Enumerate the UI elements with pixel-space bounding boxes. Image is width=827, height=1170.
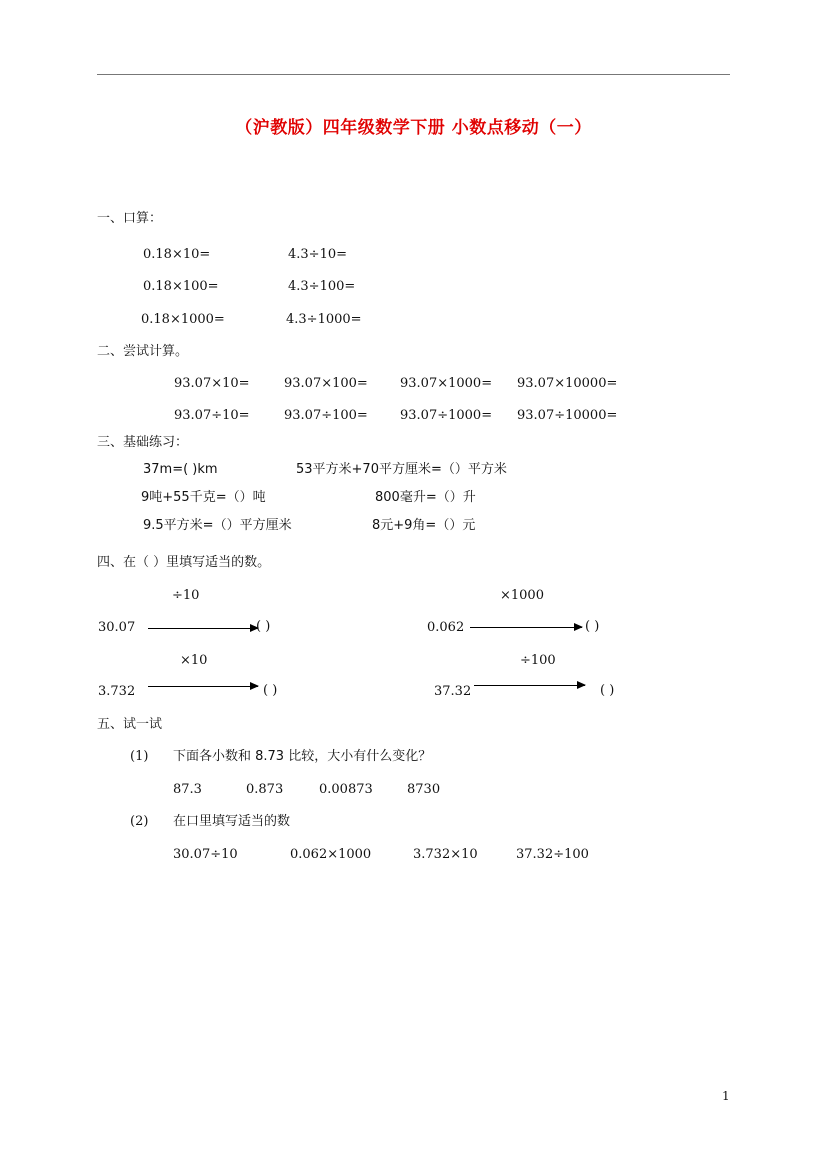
page-title: （沪教版）四年级数学下册 小数点移动（一）: [235, 118, 592, 138]
s3-exercise: 8元+9角=（）元: [372, 518, 476, 533]
arrow-icon: [474, 685, 585, 686]
decimal-value: 87.3: [173, 782, 202, 797]
s3-exercise: 37m=( )km: [143, 462, 218, 477]
expression-value: 3.732×10: [413, 847, 478, 862]
s3-exercise: 9吨+55千克=（）吨: [141, 490, 266, 505]
s1-expression: 0.18×1000=: [141, 312, 225, 327]
answer-blank: ( ): [263, 683, 278, 698]
s2-expression: 93.07÷10=: [174, 408, 250, 423]
s1-expression: 4.3÷10=: [288, 247, 348, 262]
expression-value: 0.062×1000: [290, 847, 372, 862]
operation-label: ×1000: [500, 588, 544, 603]
decimal-value: 0.00873: [319, 782, 373, 797]
s2-expression: 93.07×10000=: [517, 376, 618, 391]
header-rule: [97, 74, 730, 75]
s3-exercise: 9.5平方米=（）平方厘米: [143, 518, 292, 533]
question-number: (1): [130, 749, 149, 764]
s2-expression: 93.07÷10000=: [517, 408, 618, 423]
section-1-heading: 一、口算：: [97, 211, 163, 226]
section-3-heading: 三、基础练习：: [97, 435, 189, 450]
answer-blank: ( ): [585, 619, 600, 634]
arrow-icon: [470, 627, 582, 628]
start-number: 3.732: [98, 684, 136, 699]
s2-expression: 93.07×1000=: [400, 376, 493, 391]
section-2-heading: 二、尝试计算。: [97, 344, 189, 359]
page-number: 1: [722, 1089, 730, 1103]
arrow-icon: [148, 628, 258, 629]
question-text: 在口里填写适当的数: [173, 814, 291, 829]
s3-exercise: 800毫升=（）升: [375, 490, 476, 505]
s3-exercise: 53平方米+70平方厘米=（）平方米: [296, 462, 507, 477]
s2-expression: 93.07×100=: [284, 376, 368, 391]
start-number: 0.062: [427, 620, 465, 635]
operation-label: ÷10: [172, 588, 200, 603]
s1-expression: 4.3÷1000=: [286, 312, 362, 327]
question-number: (2): [130, 814, 149, 829]
arrow-icon: [148, 686, 258, 687]
answer-blank: ( ): [256, 619, 271, 634]
answer-blank: ( ): [600, 683, 615, 698]
expression-value: 30.07÷10: [173, 847, 238, 862]
decimal-value: 0.873: [246, 782, 284, 797]
start-number: 37.32: [434, 684, 472, 699]
operation-label: ×10: [180, 653, 208, 668]
s1-expression: 0.18×100=: [143, 279, 219, 294]
s1-expression: 4.3÷100=: [288, 279, 356, 294]
operation-label: ÷100: [520, 653, 556, 668]
s2-expression: 93.07÷1000=: [400, 408, 493, 423]
expression-value: 37.32÷100: [516, 847, 589, 862]
decimal-value: 8730: [407, 782, 441, 797]
s2-expression: 93.07×10=: [174, 376, 250, 391]
s2-expression: 93.07÷100=: [284, 408, 368, 423]
s1-expression: 0.18×10=: [143, 247, 211, 262]
section-5-heading: 五、试一试: [97, 717, 163, 732]
start-number: 30.07: [98, 620, 136, 635]
section-4-heading: 四、在（ ）里填写适当的数。: [97, 555, 271, 570]
question-text: 下面各小数和 8.73 比较，大小有什么变化？: [173, 749, 432, 764]
